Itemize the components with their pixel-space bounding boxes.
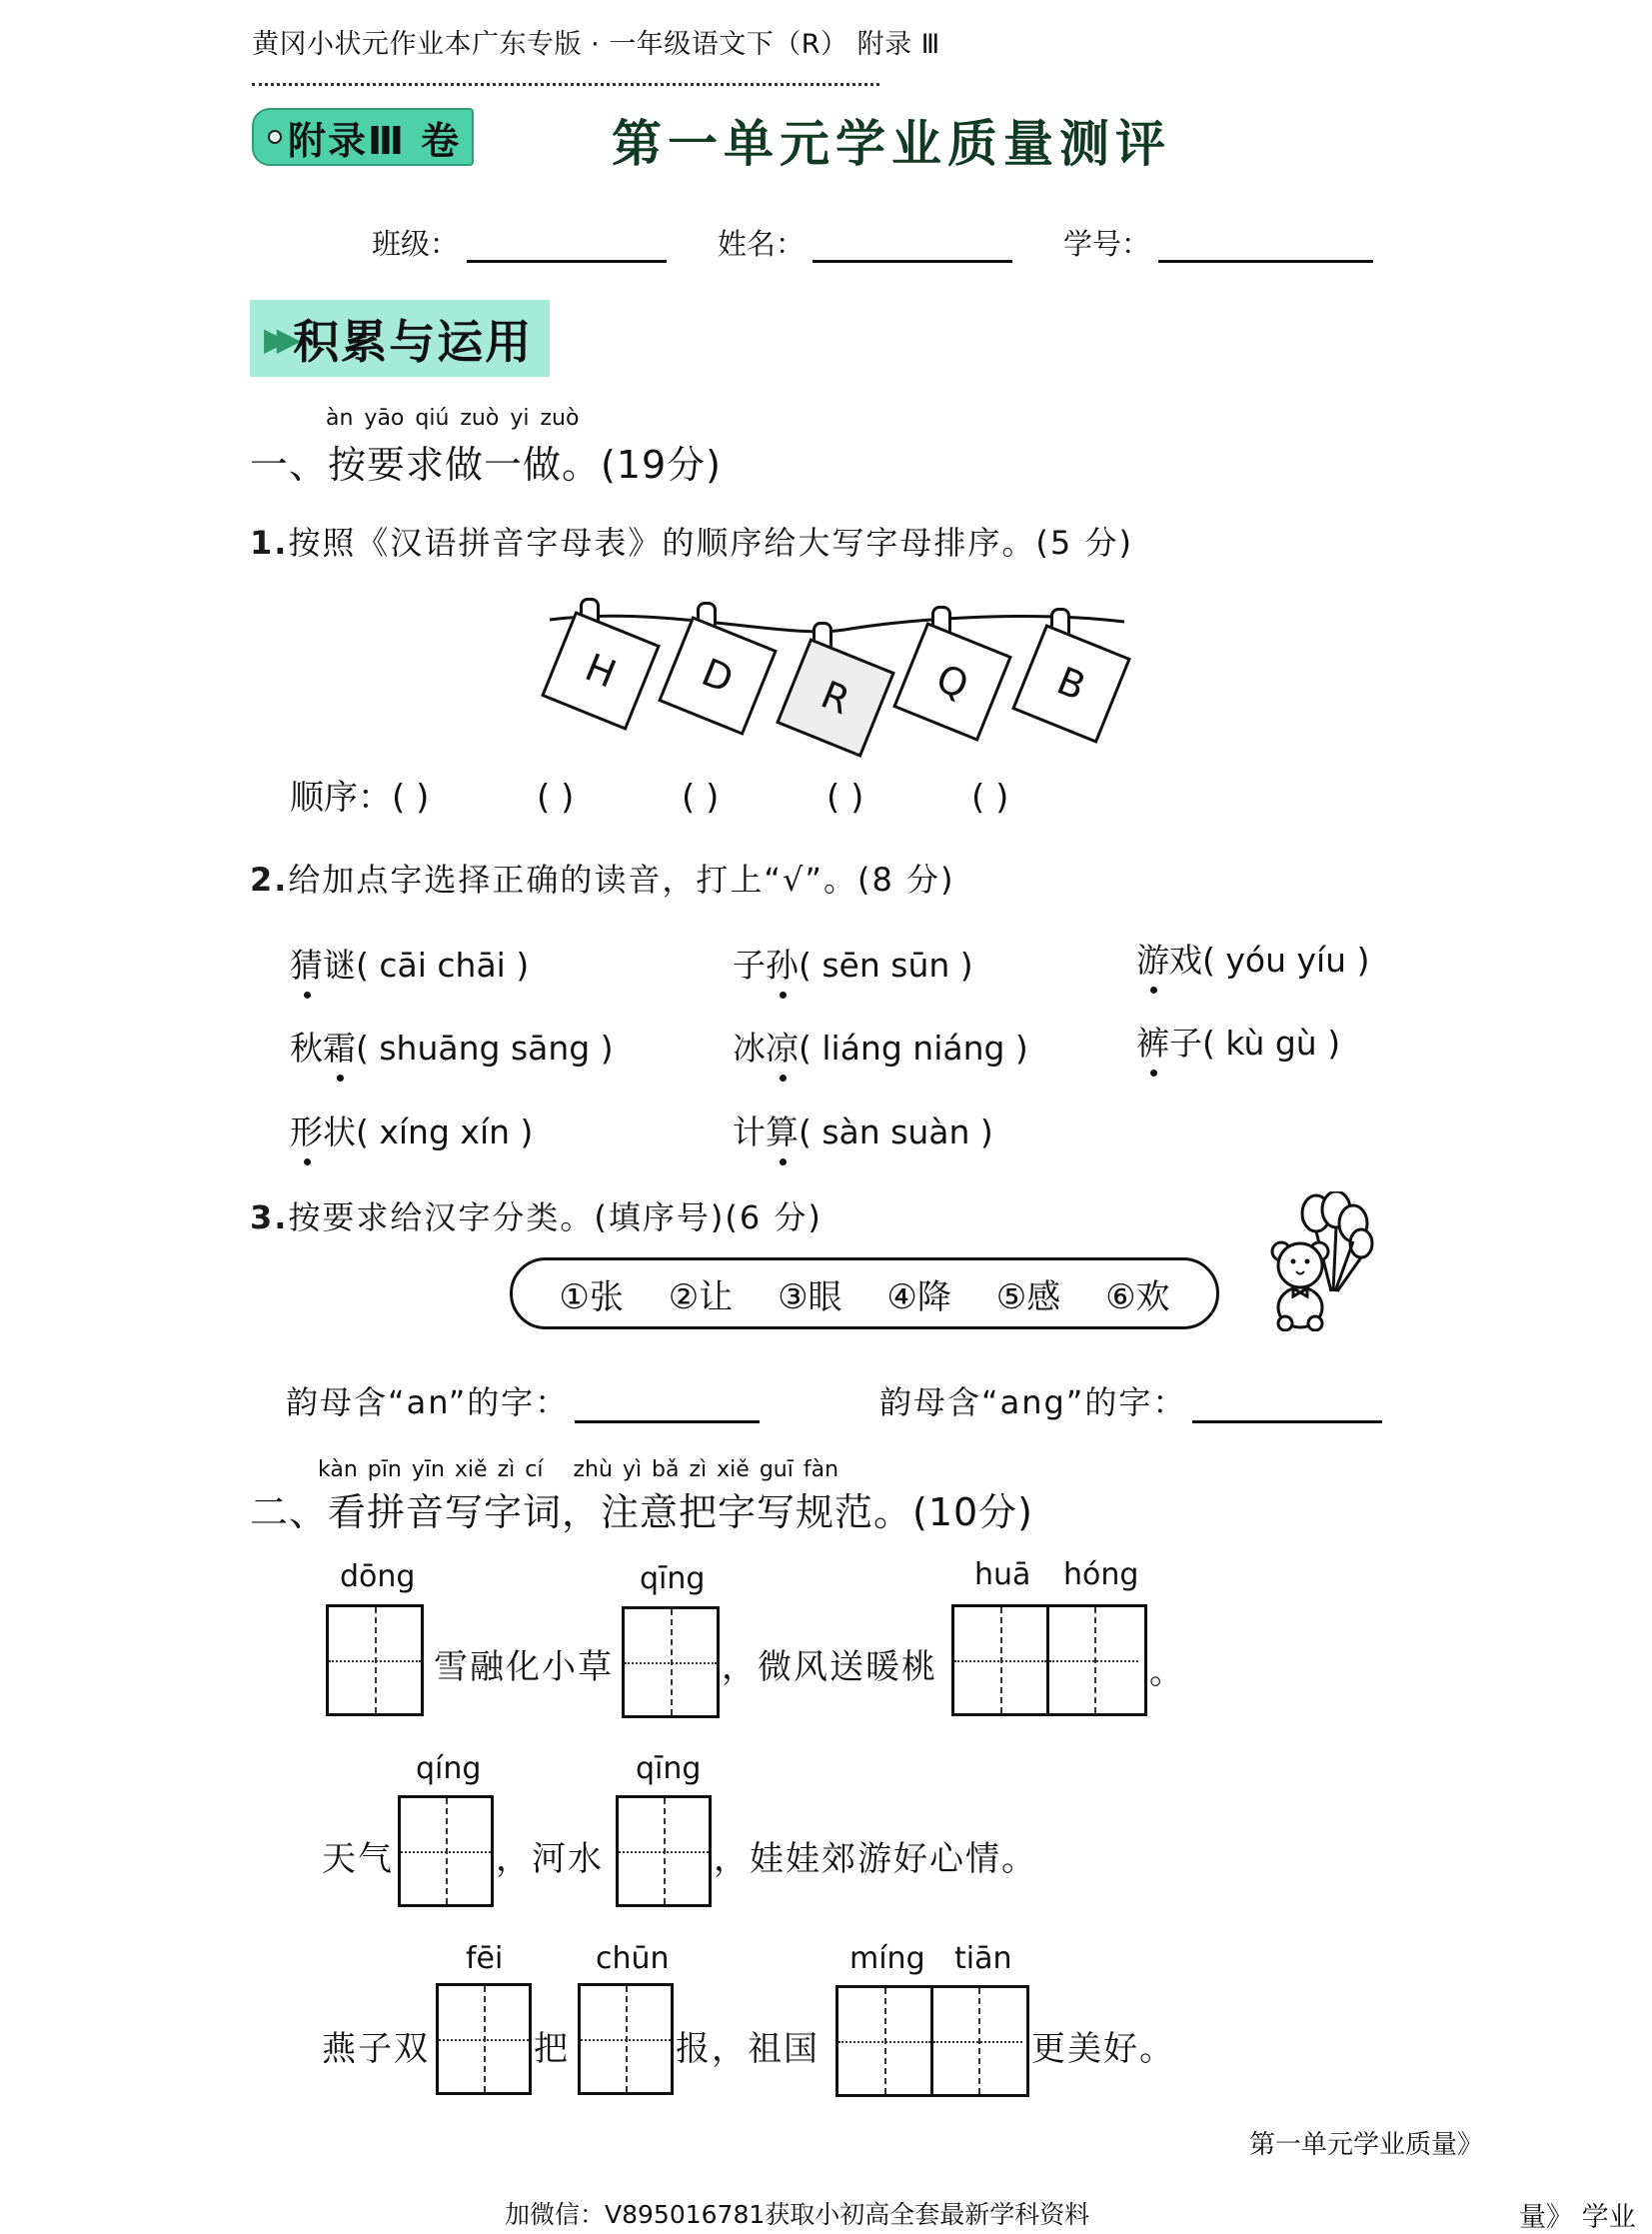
pinyin-syllable: fàn [803,1457,839,1482]
book-header: 黄冈小状元作业本广东专版 · 一年级语文下（R） 附录 Ⅲ [252,29,940,60]
name-field[interactable] [718,222,1012,263]
an-answer-row [286,1377,760,1423]
sentence-end: 更美好。 [1031,2029,1175,2069]
writing-grid[interactable] [398,1795,494,1907]
char: 戏 [1169,941,1202,980]
pinyin-hint: hóng [1063,1557,1139,1592]
grid-cell[interactable] [930,1988,1022,2094]
q3-text: 按要求给汉字分类。(填序号)(6 分) [288,1198,823,1236]
q2-number: 2. [250,861,289,899]
writing-grid[interactable] [616,1795,712,1907]
pinyin-hint: qīng [636,1751,702,1786]
sentence-text: 燕子双 [322,2029,430,2069]
ang-answer-blank[interactable] [1192,1390,1382,1423]
order-answer-3[interactable]: ( ) [682,778,720,818]
dotted-char: 霜 [323,1023,356,1070]
an-label: 韵母含“an”的字： [286,1383,570,1421]
section-label: 积累与运用 [293,314,534,369]
sentence-text: 报，祖国 [676,2029,820,2069]
letter-card: R [776,638,895,758]
pinyin-hint: qíng [416,1751,482,1786]
q3-number: 3. [250,1198,289,1236]
ang-answer-row [879,1377,1382,1423]
char-option: ③眼 [778,1276,842,1317]
grid-cell[interactable] [439,1986,529,2092]
reading-choice[interactable] [290,1107,533,1153]
letter-card: D [658,616,778,736]
pinyin-syllable: yì [622,1457,643,1482]
pinyin-syllable: guī [759,1457,794,1482]
name-label: 姓名： [718,227,806,261]
reading-choice[interactable] [1136,935,1369,982]
pinyin-syllable: yīn [411,1457,445,1482]
dotted-char: 游 [1136,935,1169,982]
writing-grid[interactable] [835,1985,1029,2097]
grid-cell[interactable] [401,1798,491,1904]
q3-prompt [250,1192,823,1238]
q1-text: 按照《汉语拼音字母表》的顺序给大写字母排序。(5 分) [288,524,1133,562]
char: 谜 [323,946,356,985]
q1-number: 1. [250,524,289,562]
q2-prompt [250,855,954,901]
pinyin-options: ( liáng niáng ) [799,1029,1028,1068]
char: 计 [733,1113,766,1151]
order-answer-1[interactable]: ( ) [392,778,430,818]
tag-hole-icon [268,130,282,144]
reading-choice[interactable] [733,1023,1028,1070]
char: 冰 [733,1029,766,1068]
dotted-char: 算 [766,1107,799,1153]
part1-pinyin: àn yāo qiú zuò yi zuò [326,406,580,431]
sentence-text: 天气 [322,1839,394,1879]
letter-card: B [1011,624,1131,744]
sentence-text: 雪融化小草 [434,1647,614,1687]
char: 子 [733,946,766,985]
order-answer-4[interactable]: ( ) [826,778,864,818]
pinyin-options: ( yóu yíu ) [1202,941,1370,980]
writing-grid[interactable] [436,1983,532,2095]
char-option: ⑤感 [995,1276,1061,1317]
pinyin-options: ( cāi chāi ) [356,946,530,985]
grid-cell[interactable] [954,1607,1046,1713]
char: 秋 [290,1029,323,1068]
char: 状 [323,1113,356,1151]
pinyin-syllable: kàn [318,1457,358,1482]
pinyin-hint: fēi [466,1941,504,1976]
writing-grid[interactable] [951,1604,1147,1716]
dotted-char: 凉 [766,1023,799,1070]
grid-cell[interactable] [329,1607,421,1713]
id-blank[interactable] [1158,230,1373,263]
double-arrow-icon: ▶▶ [264,319,290,358]
pinyin-hint: chūn [596,1941,670,1976]
reading-choice[interactable] [733,940,973,987]
pinyin-syllable: zì [497,1457,516,1482]
pinyin-options: ( kù gù ) [1202,1024,1341,1063]
sentence-text: 把 [534,2029,570,2069]
sentence-text: ，河水 [496,1839,604,1879]
pinyin-options: ( xíng xín ) [356,1113,534,1151]
order-answer-5[interactable]: ( ) [971,778,1009,818]
q1-prompt [250,518,1133,564]
reading-choice[interactable] [290,1023,614,1070]
part2-pinyin [318,1457,838,1482]
dotted-char: 形 [290,1107,323,1153]
sentence-end: 。 [1149,1652,1185,1692]
reading-choice[interactable] [1136,1018,1340,1065]
order-answer-2[interactable]: ( ) [537,778,575,818]
char: 子 [1169,1024,1202,1063]
writing-grid[interactable] [578,1983,674,2095]
pinyin-syllable: pīn [367,1457,402,1482]
part1-heading: 一、按要求做一做。(19分) [250,443,723,487]
pinyin-hint: qīng [640,1561,706,1596]
char-option: ①张 [559,1276,624,1317]
dotted-char: 裤 [1136,1018,1169,1065]
pinyin-hint: míng [849,1941,925,1976]
reading-choice[interactable] [733,1107,993,1153]
pinyin-syllable: zì [689,1457,708,1482]
pinyin-syllable: zhù [573,1457,613,1482]
edge-text: 量》 学业 [1519,2202,1636,2233]
class-label: 班级： [372,227,460,261]
watermark-text: 加微信：V895016781获取小初高全套最新学科资料 [505,2200,1090,2229]
pinyin-options: ( sàn suàn ) [799,1113,993,1151]
bear-balloons-icon [1261,1191,1381,1331]
class-field[interactable] [372,222,667,263]
pinyin-hint: tiān [954,1941,1012,1976]
grid-cell[interactable] [619,1798,709,1904]
pinyin-syllable: bǎ [652,1457,680,1482]
q2-text: 给加点字选择正确的读音，打上“√”。(8 分) [288,861,955,899]
grid-cell[interactable] [625,1609,717,1715]
part2-heading: 二、看拼音写字词，注意把字写规范。(10分) [250,1490,1034,1534]
grid-cell[interactable] [581,1986,671,2092]
order-label: 顺序： [290,778,392,818]
char-option: ②让 [668,1276,734,1317]
grid-cell[interactable] [1046,1607,1138,1713]
sentence-text: ，娃娃郊游好心情。 [714,1839,1037,1879]
reading-choice[interactable] [290,940,529,987]
dotted-divider [252,83,879,86]
appendix-tag [252,108,474,166]
letter-card: Q [892,622,1012,742]
pinyin-syllable: xiě [717,1457,750,1482]
an-answer-blank[interactable] [575,1390,760,1423]
sentence-text: ，微风送暖桃 [722,1647,937,1687]
dotted-char: 猜 [290,940,323,987]
dotted-char: 孙 [766,940,799,987]
pinyin-options: ( shuāng sāng ) [356,1029,614,1068]
section-band [250,300,550,377]
letter-card: H [541,611,661,731]
pinyin-options: ( sēn sūn ) [799,946,973,985]
footer-label: 第一单元学业质量》 [1249,2130,1484,2160]
id-label: 学号： [1063,227,1151,261]
order-row [290,770,1116,819]
class-blank[interactable] [467,230,667,263]
character-options-box [510,1257,1219,1329]
pinyin-hint: dōng [340,1559,416,1594]
pinyin-hint: huā [974,1557,1031,1592]
page-title: 第一单元学业质量测评 [612,115,1171,173]
char-option: ④降 [886,1276,951,1317]
tag-label: 附录Ⅲ 卷 [288,118,462,163]
pinyin-syllable: xiě [454,1457,488,1482]
student-id-field[interactable] [1063,222,1373,263]
grid-cell[interactable] [838,1988,930,2094]
name-blank[interactable] [813,230,1012,263]
pinyin-syllable: cí [525,1457,544,1482]
ang-label: 韵母含“ang”的字： [879,1383,1187,1421]
char-option: ⑥欢 [1105,1276,1170,1317]
writing-grid[interactable] [622,1606,720,1718]
writing-grid[interactable] [326,1604,424,1716]
